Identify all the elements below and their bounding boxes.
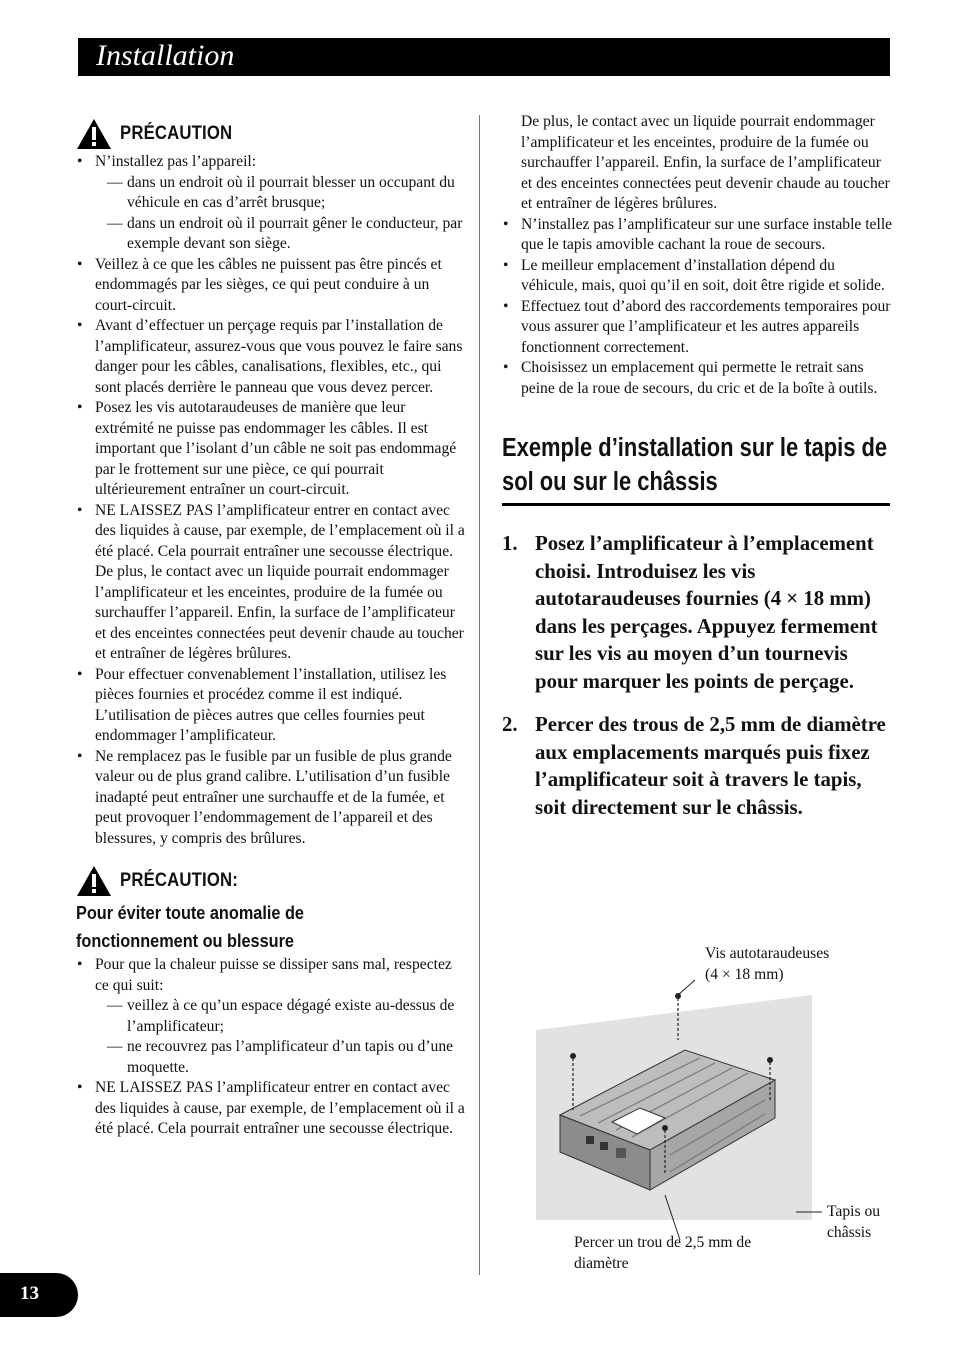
installation-figure — [520, 940, 900, 1280]
list-item: • Veillez à ce que les câbles ne puissent pas être pincés et endommagés par les sièges, ce qui peut conduire à un court-circuit. — [76, 255, 468, 317]
right-column — [502, 112, 894, 821]
section-title: Exemple d’installation sur le tapis de sol ou sur le châssis — [502, 434, 888, 496]
hole-label: Percer un trou de 2,5 mm de diamètre — [574, 1234, 752, 1272]
column-divider — [479, 115, 480, 1275]
list-item: • NE LAISSEZ PAS l’amplificateur entrer en contact avec des liquides à cause, par exemple, de l’emplacement où il a été placé. Cela pourrait entraîner une secousse électrique. De plus, le contact avec un liquide pourrait endommager l’amplificateur et les enceintes, produire de la fumée ou surchauffer l’appareil. Enfin, la surface de l’amplificateur et des enceintes connectées peut devenir chaude au toucher et entraîner de légères brûlures. — [76, 501, 468, 665]
list-item: • N’installez pas l’appareil: — dans un endroit où il pourrait blesser un occupant du véhicule en cas d’arrêt brusque; — dans un endroit où il pourrait gêner le conducteur, par exemple devant son siège. — [76, 152, 468, 255]
caution-heading — [76, 118, 468, 150]
list-item: • Effectuez tout d’abord des raccordements temporaires pour vous assurer que l’amplificateur et les autres appareils fonctionnent correctement. — [502, 297, 894, 359]
sub-item: — dans un endroit où il pourrait gêner le conducteur, par exemple devant son siège. — [95, 214, 468, 255]
continued-text: De plus, le contact avec un liquide pourrait endommager l’amplificateur et les enceintes, produire de la fumée ou surchauffer l’appareil. Enfin, la surface de l’amplificateur et des enceintes connectées peut devenir chaude au toucher et entraîner de légères brûlures. — [521, 113, 890, 212]
page-title: Installation — [96, 39, 235, 72]
sub-item: — dans un endroit où il pourrait blesser un occupant du véhicule en cas d’arrêt brusque; — [95, 173, 468, 214]
list-item: • Choisissez un emplacement qui permette le retrait sans peine de la roue de secours, du cric et de la boîte à outils. — [502, 358, 894, 399]
step-text: Posez l’amplificateur à l’emplacement choisi. Introduisez les vis autotaraudeuses fournies (4 × 18 mm) dans les perçages. Appuyez fermement sur les vis au moyen d’un tournevis pour marquer les points de perçage. — [535, 532, 878, 693]
sub-item: — ne recouvrez pas l’amplificateur d’un tapis ou d’une moquette. — [95, 1037, 468, 1078]
caution-list — [76, 152, 468, 849]
header-bar — [78, 38, 890, 76]
list-item: • Le meilleur emplacement d’installation dépend du véhicule, mais, quoi qu’il en soit, doit être rigide et solide. — [502, 256, 894, 297]
caution-subtitle: fonctionnement ou blessure — [76, 930, 294, 951]
step-number: 1. — [502, 532, 518, 555]
left-column — [76, 118, 468, 1140]
caution-subtitle: Pour éviter toute anomalie de — [76, 902, 304, 923]
list-item: • NE LAISSEZ PAS l’amplificateur entrer en contact avec des liquides à cause, par exemple, de l’emplacement où il a été placé. Cela pourrait entraîner une secousse électrique. — [76, 1078, 468, 1140]
step-item — [502, 530, 894, 695]
step-text: Percer des trous de 2,5 mm de diamètre aux emplacements marqués puis fixez l’amplificateur soit à travers le tapis, soit directement sur le châssis. — [535, 713, 886, 819]
warning-icon — [76, 865, 112, 897]
caution-list — [76, 955, 468, 1140]
list-item: • Avant d’effectuer un perçage requis par l’installation de l’amplificateur, assurez-vous que vous pouvez le faire sans danger pour les câbles, canalisations, flexibles, etc., qui sont placés derrière le panneau que vous devez percer. — [76, 316, 468, 398]
caution-title: PRÉCAUTION: — [120, 869, 239, 891]
sub-item: — veillez à ce qu’un espace dégagé existe au-dessus de l’amplificateur; — [95, 996, 468, 1037]
list-item: • Ne remplacez pas le fusible par un fusible de plus grande valeur ou de plus grand calibre. L’utilisation d’un fusible inadapté peut entraîner une surchauffe et de la fumée, et peut provoquer l’endommagement de l’appareil et des blessures, y compris des brûlures. — [76, 747, 468, 850]
caution-heading — [76, 865, 468, 897]
step-number: 2. — [502, 713, 518, 736]
caution-list — [502, 215, 894, 400]
list-item: • Posez les vis autotaraudeuses de manière que leur extrémité ne puisse pas endommager les câbles. Il est important que l’isolant d’un câble ne soit pas endommagé par le frottement sur une pièce, ce qui pourrait ultérieurement entraîner un court-circuit. — [76, 398, 468, 501]
page-number-badge — [0, 1273, 78, 1317]
caution-title: PRÉCAUTION — [120, 122, 233, 144]
list-item: • N’installez pas l’amplificateur sur une surface instable telle que le tapis amovible cachant la roue de secours. — [502, 215, 894, 256]
list-item: • Pour effectuer convenablement l’installation, utilisez les pièces fournies et procédez comme il est indiqué. L’utilisation de pièces autres que celles fournies peut endommager l’amplificateur. — [76, 665, 468, 747]
list-item: • Pour que la chaleur puisse se dissiper sans mal, respectez ce qui suit: — veillez à ce qu’un espace dégagé existe au-dessus de l’amplificateur; — ne recouvrez pas l’amplificateur d’un tapis ou d’une moquette. — [76, 955, 468, 1078]
step-item — [502, 711, 894, 821]
mat-label: Tapis ou châssis — [827, 1203, 881, 1241]
page-number: 13 — [20, 1283, 39, 1304]
section-rule — [502, 503, 890, 506]
screws-label: Vis autotaraudeuses (4 × 18 mm) — [705, 945, 830, 983]
warning-icon — [76, 118, 112, 150]
